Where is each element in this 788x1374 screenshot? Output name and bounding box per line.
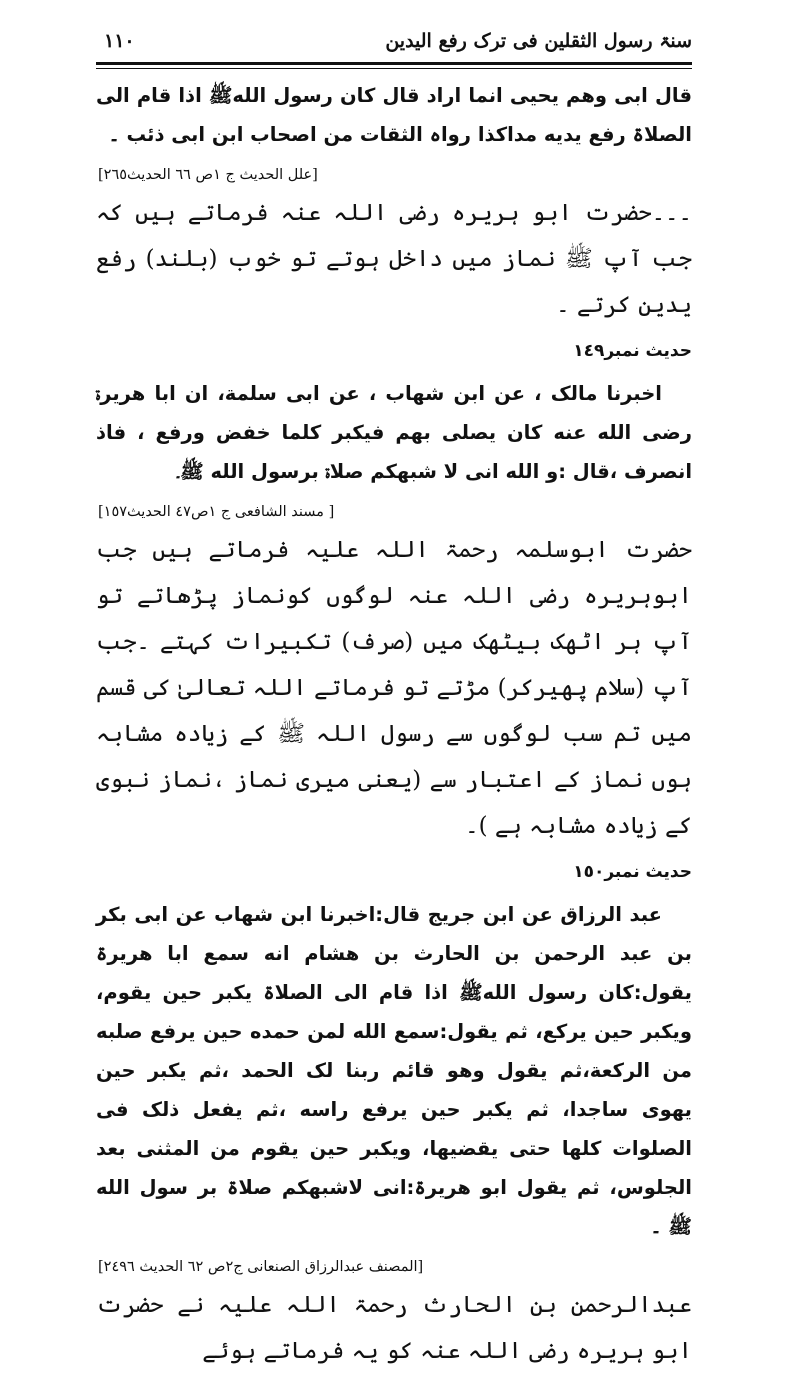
reference-citation-2: [ مسند الشافعی ج ١ص٤٧ الحدیث١٥٧] <box>98 504 335 520</box>
urdu-translation-3: عبدالرحمن بن الحارث رحمۃ اللہ علیہ نے حضرت ابو ہریرہ رضی اللہ عنہ کو یہ فرماتے ہوئے <box>96 1292 692 1364</box>
page-body <box>96 76 692 1374</box>
reference-citation-1: [علل الحدیث ج ١ص ٦٦ الحدیث٢٦٥] <box>98 167 318 183</box>
hadith-heading-149: حدیث نمبر١٤٩ <box>573 341 692 361</box>
hadith-heading-150: حدیث نمبر١٥٠ <box>573 862 692 882</box>
page-number: ١١٠ <box>104 30 135 52</box>
arabic-text-block-2: اخبرنا مالک ، عن ابن شھاب ، عن ابی سلمة، ان ابا ھریرۃ رضی الله عنه کان یصلی بھم فیکبر کلما خفض ورفع ، فاذ انصرف ،قال :و الله انی لا شبھکم صلاۃ برسول الله ﷺ۔ <box>96 382 692 483</box>
arabic-text-block-1: قال ابی وھم یحیی انما اراد قال کان رسول اللهﷺ اذا قام الی الصلاۃ رفع یدیه مداکذا رواہ الثقات من اصحاب ابن ابی ذئب ۔ <box>96 84 692 146</box>
header-rule-thin <box>96 68 692 69</box>
urdu-translation-1: ۔۔۔حضرت ابو ہریرہ رضی اللہ عنہ فرماتے ہیں کہ جب آپ ﷺ نماز میں داخل ہوتے تو خوب (بلند) رفع یدین کرتے ۔ <box>96 200 692 318</box>
urdu-translation-2: حضرت ابوسلمہ رحمۃ اللہ علیہ فرماتے ہیں جب ابوہریرہ رضی اللہ عنہ لوگوں کونماز پڑھاتے تو آپ ہر اٹھک بیٹھک میں (صرف) تکبیرات کہتے ۔جب آپ (سلام پھیرکر) مڑتے تو فرماتے اللہ تعالیٰ کی قسم میں تم سب لوگوں سے رسول اللہ ﷺ کے زیادہ مشابہ ہوں نماز کے اعتبار سے (یعنی میری نماز ،نماز نبوی کے زیادہ مشابہ ہے )۔ <box>96 537 692 839</box>
arabic-text-block-3: عبد الرزاق عن ابن جریج قال:اخبرنا ابن شھاب عن ابی بکر بن عبد الرحمن بن الحارث بن ھشام انه سمع ابا ھریرۃ یقول:کان رسول اللهﷺ اذا قام الی الصلاۃ یکبر حین یقوم، ویکبر حین یرکع، ثم یقول:سمع الله لمن حمده حین یرفع صلبه من الرکعة،ثم یقول وھو قائم ربنا لک الحمد ،ثم یکبر حین یھوی ساجدا، ثم یکبر حین یرفع راسه ،ثم یفعل ذلک فی الصلوات کلھا حتی یقضیھا، ویکبر حین یقوم من المثنی بعد الجلوس، ثم یقول ابو ھریرۃ:انی لاشبھکم صلاۃ بر سول الله ﷺ ۔ <box>96 903 692 1238</box>
running-title: سنۃ رسول الثقلین فی ترک رفع الیدین <box>385 30 692 52</box>
header-rule-thick <box>96 62 692 65</box>
page-header <box>96 28 692 58</box>
reference-citation-3: [المصنف عبدالرزاق الصنعانی ج٢ص ٦٢ الحدیث ٢٤٩٦] <box>98 1259 424 1275</box>
